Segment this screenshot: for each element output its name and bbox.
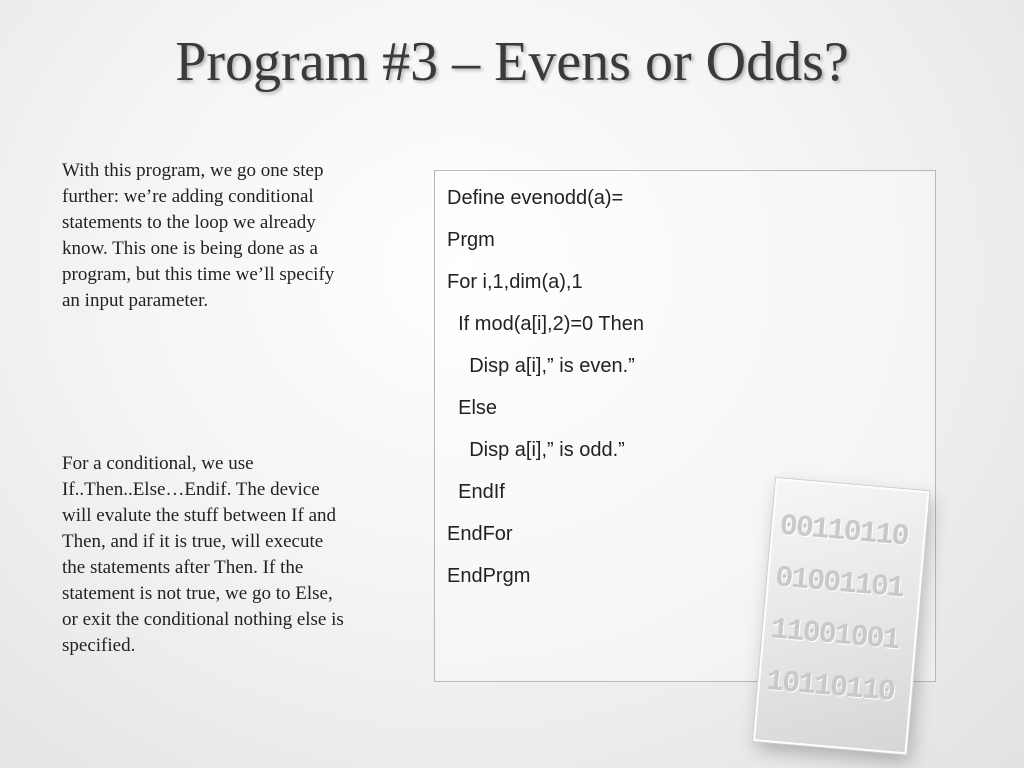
conditional-paragraph: For a conditional, we use If..Then..Else…Endif. The device will evalute the stuff between If and Then, and if it is true, will execute the statements after Then. If the statement is not true, we go to Else, or exit the conditional nothing else is specified. xyxy=(62,453,344,656)
slide-title: Program #3 – Evens or Odds? xyxy=(175,31,849,93)
binary-row: 10110110 xyxy=(764,664,896,711)
code-line: Disp a[i],” is odd.” xyxy=(447,439,625,461)
code-line: Disp a[i],” is even.” xyxy=(447,355,635,377)
binary-row: 00110110 xyxy=(778,509,909,555)
intro-paragraph: With this program, we go one step further: we’re adding conditional statements to the loop we already know. This one is being done as a program, but this time we’ll specify an input parameter. xyxy=(62,160,335,311)
code-line: If mod(a[i],2)=0 Then xyxy=(447,313,644,335)
code-line: EndPrgm xyxy=(447,565,531,587)
code-line: Define evenodd(a)= xyxy=(447,187,624,209)
code-line: Prgm xyxy=(447,229,495,251)
binary-code-image xyxy=(753,478,929,754)
code-listing xyxy=(447,177,644,597)
code-line: EndIf xyxy=(447,481,505,503)
binary-row: 11001001 xyxy=(769,613,900,659)
binary-row: 01001101 xyxy=(773,561,905,607)
code-line: For i,1,dim(a),1 xyxy=(447,271,583,293)
code-line: Else xyxy=(447,397,498,419)
code-line: EndFor xyxy=(447,523,513,545)
